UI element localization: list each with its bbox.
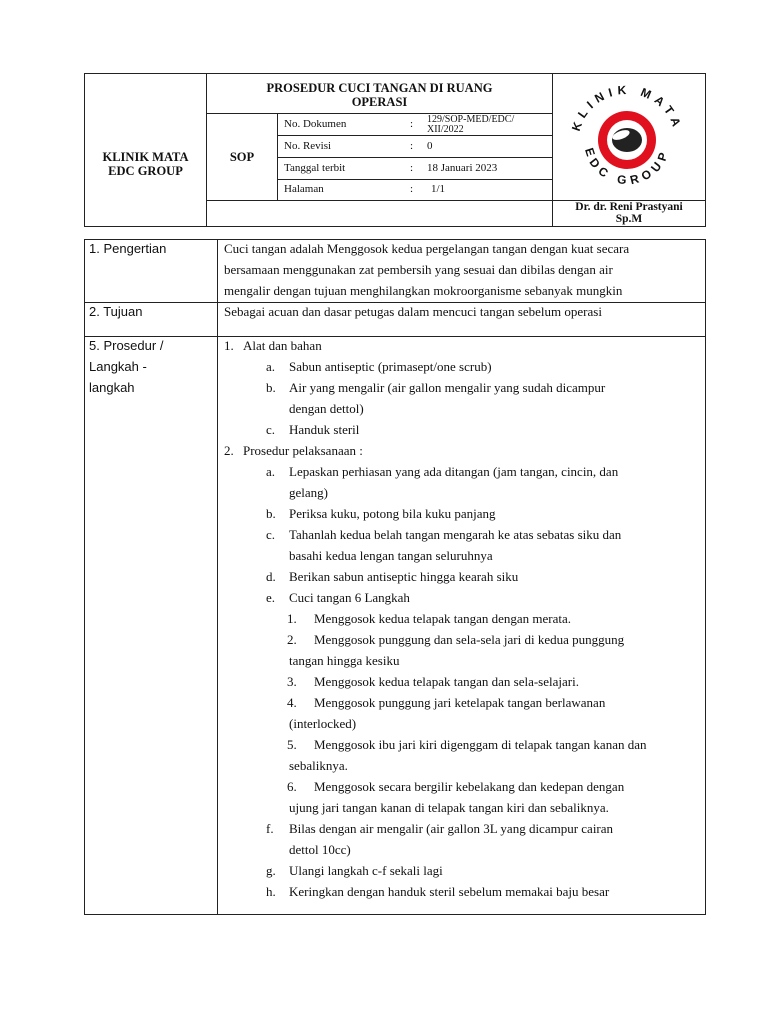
meta-sep-dokumen: :: [410, 118, 414, 130]
list-letter: g.: [266, 863, 276, 878]
document-title-line2: OPERASI: [351, 95, 408, 109]
sop-label: SOP: [229, 150, 255, 164]
list-item-line: dengan dettol): [289, 401, 364, 416]
list-item: Cuci tangan 6 Langkah: [289, 590, 410, 605]
list-item-line: Air yang mengalir (air gallon mengalir yang sudah dicampur: [289, 380, 606, 395]
label-pengertian: 1. Pengertian: [89, 241, 167, 256]
pengertian-line: mengalir dengan tujuan menghilangkan mokroorganisme sebanyak mungkin: [224, 283, 623, 298]
meta-value-dokumen-line2: XII/2022: [427, 124, 464, 135]
meta-value-halaman: 1/1: [431, 183, 446, 195]
step-item: Menggosok kedua telapak tangan dan sela-selajari.: [314, 674, 579, 689]
label-prosedur-line2: Langkah -: [89, 359, 147, 374]
list-item: Sabun antiseptic (primasept/one scrub): [289, 359, 492, 374]
clinic-name: [85, 150, 206, 178]
signatory: [553, 201, 705, 225]
logo-eye-icon: [565, 78, 689, 196]
label-tujuan: 2. Tujuan: [89, 304, 143, 319]
meta-label-dokumen: No. Dokumen: [284, 118, 347, 130]
meta-sep-tanggal: :: [410, 162, 414, 174]
meta-value-dokumen-line1: 129/SOP-MED/EDC/: [427, 114, 515, 125]
meta-value-dokumen: [427, 115, 514, 135]
clinic-name-line2: EDC GROUP: [108, 164, 183, 178]
step-item-continuation: tangan hingga kesiku: [289, 653, 400, 668]
list-letter: d.: [266, 569, 276, 584]
meta-sep-revisi: :: [410, 140, 414, 152]
document-title-line1: PROSEDUR CUCI TANGAN DI RUANG: [266, 81, 493, 95]
label-prosedur-line3: langkah: [89, 380, 135, 395]
meta-value-revisi: 0: [427, 140, 433, 152]
clinic-logo: [565, 78, 689, 196]
signatory-line1: Dr. dr. Reni Prastyani: [575, 201, 683, 213]
list-item: [289, 377, 605, 419]
step-item: Menggosok punggung dan sela-sela jari di kedua punggung: [314, 632, 625, 647]
list-num: 2.: [224, 443, 234, 458]
list-item: Handuk steril: [289, 422, 360, 437]
list-item-line: Lepaskan perhiasan yang ada ditangan (jam tangan, cincin, dan: [289, 464, 619, 479]
list-item-line: basahi kedua lengan tangan seluruhnya: [289, 548, 493, 563]
pengertian-line: bersamaan menggunakan zat pembersih yang sesuai dan dibilas dengan air: [224, 262, 613, 277]
list-letter: e.: [266, 590, 276, 605]
step-num: 4.: [287, 695, 297, 710]
step-item: Menggosok ibu jari kiri digenggam di telapak tangan kanan dan: [314, 737, 647, 752]
logo-ring-text-top: KLINIK MATA: [568, 82, 686, 133]
list-num: 1.: [224, 338, 234, 353]
list-item-line: Bilas dengan air mengalir (air gallon 3L yang dicampur cairan: [289, 821, 614, 836]
list-letter: b.: [266, 506, 276, 521]
step-item: Menggosok punggung jari ketelapak tangan berlawanan: [314, 695, 606, 710]
document-title: [207, 81, 552, 109]
list-letter: a.: [266, 359, 276, 374]
list-letter: b.: [266, 380, 276, 395]
list-item: [289, 818, 613, 860]
pelaksanaan-title: Prosedur pelaksanaan :: [243, 443, 363, 458]
step-item: Menggosok kedua telapak tangan dengan merata.: [314, 611, 572, 626]
list-item: Berikan sabun antiseptic hingga kearah siku: [289, 569, 519, 584]
clinic-name-line1: KLINIK MATA: [102, 150, 189, 164]
list-item-line: Tahanlah kedua belah tangan mengarah ke atas sebatas siku dan: [289, 527, 622, 542]
list-item: [289, 524, 621, 566]
alat-title: Alat dan bahan: [243, 338, 322, 353]
list-item-line: gelang): [289, 485, 328, 500]
step-item: Menggosok secara bergilir kebelakang dan kedepan dengan: [314, 779, 625, 794]
list-item-line: dettol 10cc): [289, 842, 351, 857]
pengertian-line: Cuci tangan adalah Menggosok kedua pergelangan tangan dengan kuat secara: [224, 241, 630, 256]
step-num: 3.: [287, 674, 297, 689]
list-item: Periksa kuku, potong bila kuku panjang: [289, 506, 496, 521]
list-letter: f.: [266, 821, 274, 836]
meta-label-halaman: Halaman: [284, 183, 324, 195]
meta-label-revisi: No. Revisi: [284, 140, 332, 152]
step-num: 6.: [287, 779, 297, 794]
signatory-line2: Sp.M: [615, 213, 643, 225]
tujuan-text: Sebagai acuan dan dasar petugas dalam mencuci tangan sebelum operasi: [224, 304, 602, 319]
logo-ring-text-bottom: EDC GROUP: [581, 146, 673, 188]
label-prosedur: [89, 335, 163, 398]
meta-sep-halaman: :: [410, 183, 414, 195]
pengertian-text: [224, 238, 629, 301]
meta-label-tanggal: Tanggal terbit: [284, 162, 346, 174]
step-item-continuation: (interlocked): [289, 716, 357, 731]
label-prosedur-line1: 5. Prosedur /: [89, 338, 164, 353]
step-item-continuation: ujung jari tangan kanan di telapak tangan kiri dan sebaliknya.: [289, 800, 609, 815]
step-num: 5.: [287, 737, 297, 752]
list-item: Keringkan dengan handuk steril sebelum memakai baju besar: [289, 884, 610, 899]
step-num: 2.: [287, 632, 297, 647]
step-num: 1.: [287, 611, 297, 626]
list-letter: c.: [266, 422, 276, 437]
list-item: [289, 461, 618, 503]
list-letter: c.: [266, 527, 276, 542]
list-item: Ulangi langkah c-f sekali lagi: [289, 863, 443, 878]
list-letter: h.: [266, 884, 276, 899]
list-letter: a.: [266, 464, 276, 479]
step-item-continuation: sebaliknya.: [289, 758, 348, 773]
meta-value-tanggal: 18 Januari 2023: [427, 162, 498, 174]
